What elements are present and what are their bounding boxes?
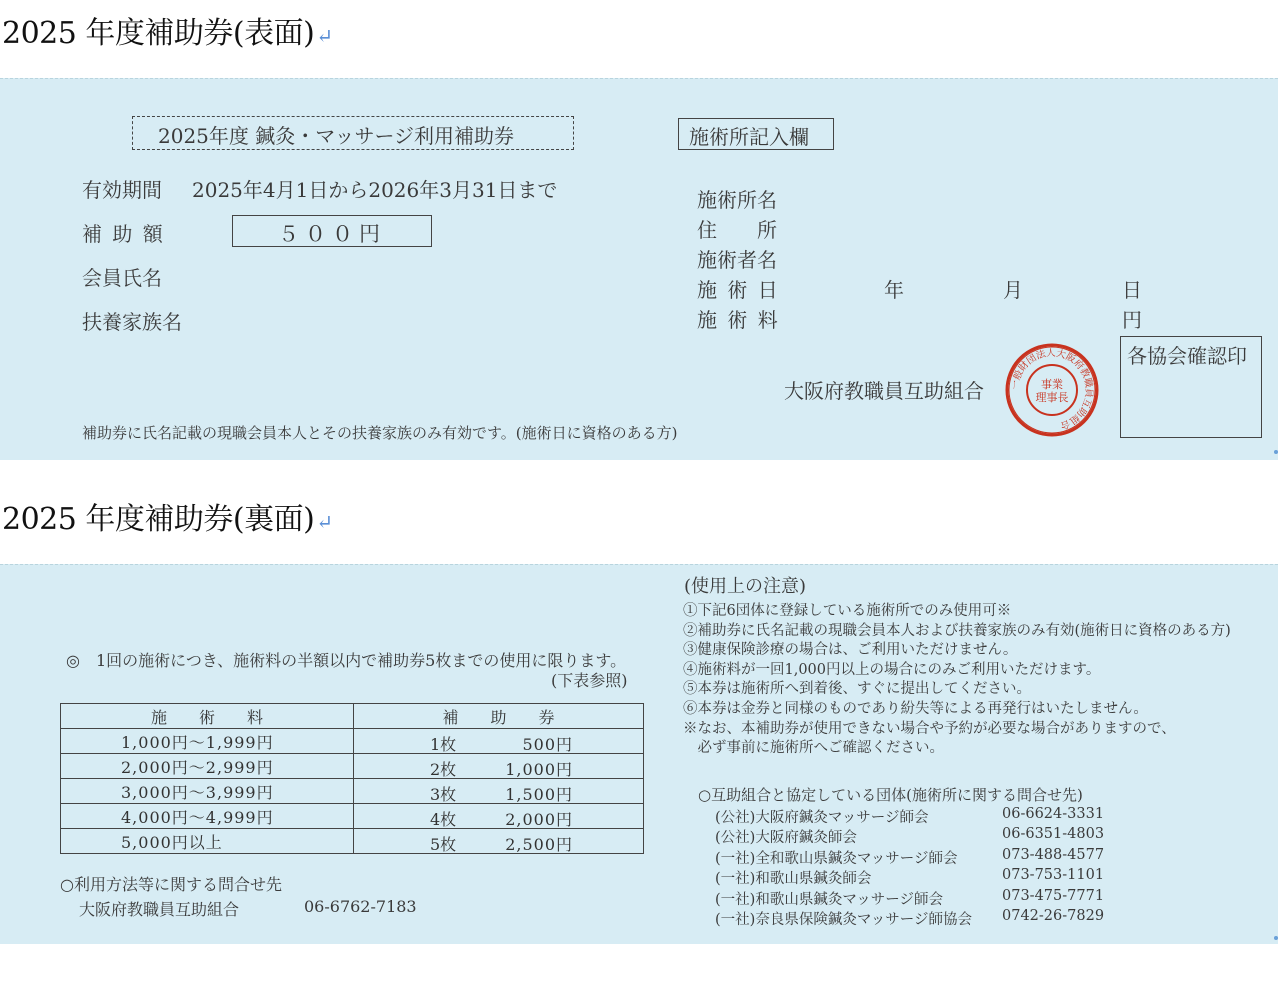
org-name: (一社)和歌山県鍼灸師会 bbox=[715, 871, 872, 888]
date-label: 施 術 日 bbox=[697, 278, 780, 302]
notes-title: (使用上の注意) bbox=[684, 576, 807, 597]
amount-value: ５００円 bbox=[278, 222, 386, 246]
front-ticket bbox=[0, 78, 1278, 460]
amount-label: 補 助 額 bbox=[82, 222, 165, 246]
edge-marker bbox=[1274, 450, 1278, 454]
voucher-count: 2枚 bbox=[430, 760, 457, 779]
address-label: 住 所 bbox=[697, 218, 777, 242]
note-item: ①下記6団体に登録している施術所でのみ使用可※ bbox=[683, 603, 1012, 619]
fee-table bbox=[60, 703, 644, 854]
voucher-count: 3枚 bbox=[430, 785, 457, 804]
org-name: (一社)奈良県保険鍼灸マッサージ師協会 bbox=[715, 912, 972, 928]
org-phone: 073-475-7771 bbox=[1002, 887, 1105, 904]
fee-table-row bbox=[61, 779, 644, 804]
fee-table-row bbox=[61, 829, 644, 854]
voucher-cell bbox=[354, 804, 644, 829]
org-name: (一社)和歌山県鍼灸マッサージ師会 bbox=[715, 891, 943, 908]
validity-label: 有効期間 bbox=[82, 178, 162, 202]
voucher-cell bbox=[354, 754, 644, 779]
clinic-name-label: 施術所名 bbox=[697, 188, 777, 212]
edge-marker bbox=[1274, 936, 1278, 940]
voucher-amount: 1,500円 bbox=[505, 785, 573, 804]
org-phone: 073-753-1101 bbox=[1002, 867, 1105, 884]
footnote: 補助券に氏名記載の現職会員本人とその扶養家族のみ有効です。(施術日に資格のある方) bbox=[82, 424, 678, 442]
note-item: ②補助券に氏名記載の現職会員本人および扶養家族のみ有効(施術日に資格のある方) bbox=[683, 622, 1231, 639]
day-label: 日 bbox=[1122, 278, 1142, 302]
validity-value: 2025年4月1日から2026年3月31日まで bbox=[192, 178, 558, 202]
ticket-title: 2025年度 鍼灸・マッサージ利用補助券 bbox=[158, 124, 515, 148]
fee-range-cell: 2,000円～2,999円 bbox=[61, 754, 354, 779]
year-label: 年 bbox=[884, 278, 904, 302]
voucher-count: 1枚 bbox=[430, 735, 457, 754]
practitioner-label: 施術者名 bbox=[697, 248, 777, 272]
back-ticket bbox=[0, 564, 1278, 944]
fee-table-header: 施 術 料 bbox=[61, 704, 354, 729]
org-phone: 06-6351-4803 bbox=[1002, 826, 1105, 843]
voucher-cell bbox=[354, 779, 644, 804]
fee-table-row bbox=[61, 754, 644, 779]
org-name: (公社)大阪府鍼灸マッサージ師会 bbox=[715, 810, 929, 826]
seal-center-text-2: 理事長 bbox=[1035, 391, 1069, 404]
seal-center-text: 事業 bbox=[1041, 378, 1063, 391]
fee-range-cell: 5,000円以上 bbox=[61, 829, 354, 854]
note-item: ⑤本券は施術所へ到着後、すぐに提出してください。 bbox=[683, 681, 1031, 698]
return-mark-icon: ↵ bbox=[316, 510, 333, 534]
org-phone: 0742-26-7829 bbox=[1002, 908, 1105, 924]
org-phone: 06-6624-3331 bbox=[1002, 806, 1105, 822]
ticket-top-edge bbox=[0, 564, 1278, 565]
dependent-label: 扶養家族名 bbox=[82, 310, 182, 334]
fee-range-cell: 3,000円～3,999円 bbox=[61, 779, 354, 804]
back-heading bbox=[2, 494, 333, 538]
inquiry-org: 大阪府教職員互助組合 bbox=[79, 900, 240, 919]
fee-table-row bbox=[61, 804, 644, 829]
note-item: ③健康保険診療の場合は、ご利用いただけません。 bbox=[683, 642, 1018, 659]
voucher-count: 5枚 bbox=[430, 835, 457, 854]
seal-ring-text: 一般財団法人大阪府教職員互助組合 bbox=[1009, 347, 1095, 431]
note-item: 必ず事前に施術所へご確認ください。 bbox=[683, 740, 944, 757]
voucher-count: 4枚 bbox=[430, 810, 457, 829]
return-mark-icon: ↵ bbox=[316, 24, 333, 48]
organization-seal-icon bbox=[1004, 342, 1100, 438]
note-item: ⑥本券は金券と同様のものであり紛失等による再発行はいたしません。 bbox=[683, 701, 1148, 717]
org-phone: 073-488-4577 bbox=[1002, 846, 1105, 863]
voucher-amount: 2,000円 bbox=[505, 810, 573, 829]
inquiry-title: ○利用方法等に関する問合せ先 bbox=[60, 875, 282, 894]
front-heading-text: 2025 年度補助券(表面) bbox=[2, 16, 315, 51]
month-label: 月 bbox=[1003, 278, 1023, 302]
voucher-amount: 1,000円 bbox=[505, 760, 573, 779]
confirm-stamp-label: 各協会確認印 bbox=[1127, 344, 1247, 368]
voucher-amount: 2,500円 bbox=[505, 835, 573, 854]
note-item: ④施術料が一回1,000円以上の場合にのみご利用いただけます。 bbox=[683, 661, 1101, 678]
clinic-section-title: 施術所記入欄 bbox=[689, 125, 809, 149]
back-heading-text: 2025 年度補助券(裏面) bbox=[2, 502, 315, 537]
issuer-name: 大阪府教職員互助組合 bbox=[784, 379, 984, 403]
inquiry-phone: 06-6762-7183 bbox=[304, 897, 417, 916]
fee-table-header: 補 助 券 bbox=[354, 704, 644, 729]
member-name-label: 会員氏名 bbox=[82, 266, 162, 290]
voucher-amount: 500円 bbox=[522, 735, 573, 754]
front-heading bbox=[2, 8, 333, 52]
note-item: ※なお、本補助券が使用できない場合や予約が必要な場合がありますので、 bbox=[683, 720, 1176, 737]
fee-table-row bbox=[61, 729, 644, 754]
orgs-title: ○互助組合と協定している団体(施術所に関する問合せ先) bbox=[698, 786, 1083, 804]
voucher-cell bbox=[354, 829, 644, 854]
fee-range-cell: 4,000円～4,999円 bbox=[61, 804, 354, 829]
yen-label: 円 bbox=[1122, 308, 1142, 332]
ticket-top-edge bbox=[0, 78, 1278, 79]
fee-range-cell: 1,000円～1,999円 bbox=[61, 729, 354, 754]
org-name: (公社)大阪府鍼灸師会 bbox=[715, 830, 857, 847]
usage-rule-ref: (下表参照) bbox=[551, 671, 628, 690]
org-name: (一社)全和歌山県鍼灸マッサージ師会 bbox=[715, 850, 958, 867]
usage-rule: ◎ 1回の施術につき、施術料の半額以内で補助券5枚までの使用に限ります。 bbox=[66, 651, 627, 670]
fee-label: 施 術 料 bbox=[697, 308, 780, 332]
voucher-cell bbox=[354, 729, 644, 754]
